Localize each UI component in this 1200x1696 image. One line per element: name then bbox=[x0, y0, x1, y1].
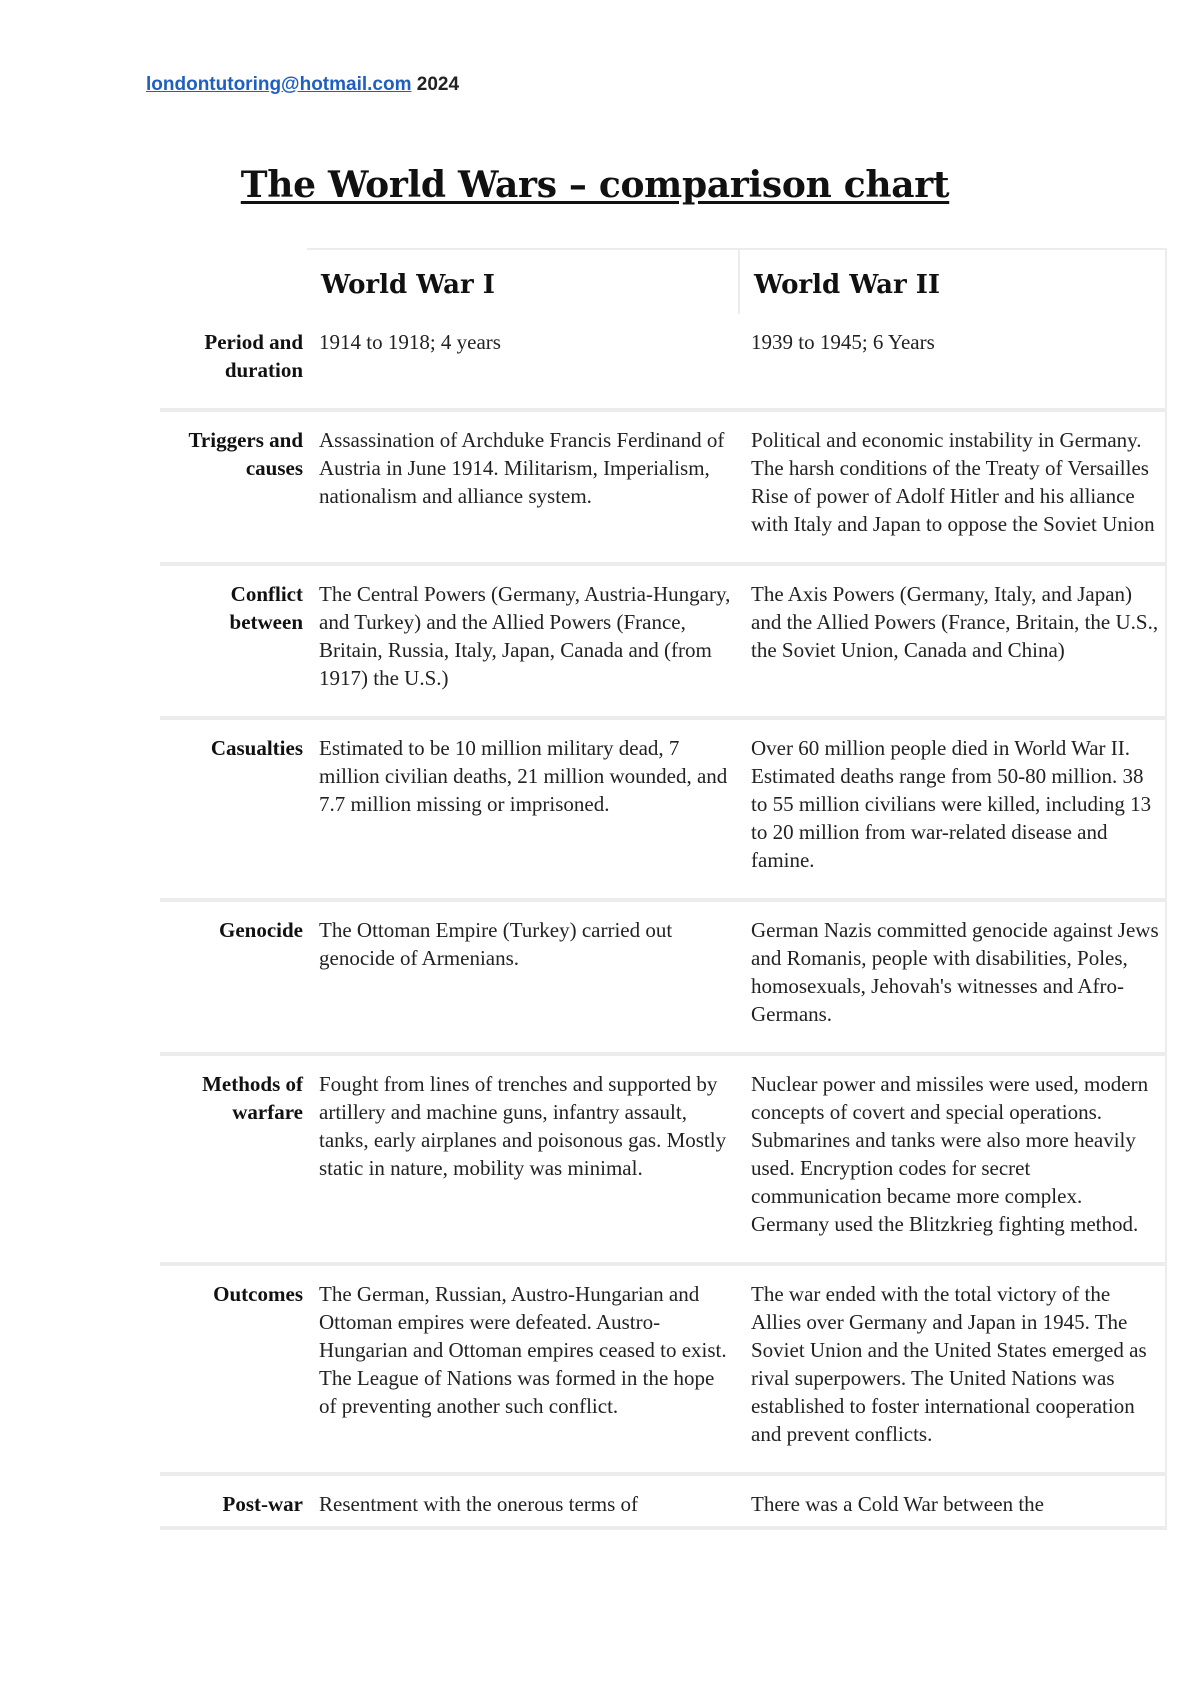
page-title: The World Wars – comparison chart bbox=[240, 164, 950, 206]
ww2-cell: There was a Cold War between the bbox=[739, 1474, 1166, 1528]
ww1-cell: The German, Russian, Austro-Hungarian and Ottoman empires were defeated. Austro-Hungarian and Ottoman empires ceased to exist. The League of Nations was formed in the hope of preventing another such conflict. bbox=[307, 1264, 739, 1474]
table-row bbox=[160, 1474, 1166, 1528]
table-row bbox=[160, 900, 1166, 1054]
email-link[interactable]: londontutoring@hotmail.com bbox=[146, 74, 412, 95]
row-label: Methods of warfare bbox=[160, 1054, 307, 1264]
ww1-cell: The Ottoman Empire (Turkey) carried out genocide of Armenians. bbox=[307, 900, 739, 1054]
row-label: Period and duration bbox=[160, 314, 307, 410]
ww2-cell: Nuclear power and missiles were used, modern concepts of covert and special operations. Submarines and tanks were also more heavily used. Encryption codes for secret communication became more complex. Germany used the Blitzkrieg fighting method. bbox=[739, 1054, 1166, 1264]
row-label: Casualties bbox=[160, 718, 307, 900]
table-row bbox=[160, 314, 1166, 410]
ww1-cell: Assassination of Archduke Francis Ferdinand of Austria in June 1914. Militarism, Imperialism, nationalism and alliance system. bbox=[307, 410, 739, 564]
column-header-ww2: World War II bbox=[739, 249, 1166, 314]
table-row bbox=[160, 564, 1166, 718]
table-row bbox=[160, 410, 1166, 564]
comparison-table bbox=[160, 248, 1167, 1530]
table-corner bbox=[160, 249, 307, 314]
ww1-cell: Estimated to be 10 million military dead, 7 million civilian deaths, 21 million wounded, and 7.7 million missing or imprisoned. bbox=[307, 718, 739, 900]
ww2-cell: The Axis Powers (Germany, Italy, and Japan) and the Allied Powers (France, Britain, the U.S., the Soviet Union, Canada and China) bbox=[739, 564, 1166, 718]
header-line bbox=[146, 74, 459, 96]
ww2-cell: Political and economic instability in Germany. The harsh conditions of the Treaty of Versailles Rise of power of Adolf Hitler and his alliance with Italy and Japan to oppose the Soviet Union bbox=[739, 410, 1166, 564]
ww1-cell: Fought from lines of trenches and supported by artillery and machine guns, infantry assault, tanks, early airplanes and poisonous gas. Mostly static in nature, mobility was minimal. bbox=[307, 1054, 739, 1264]
row-label: Triggers and causes bbox=[160, 410, 307, 564]
ww2-cell: The war ended with the total victory of the Allies over Germany and Japan in 1945. The Soviet Union and the United States emerged as rival superpowers. The United Nations was established to foster international cooperation and prevent conflicts. bbox=[739, 1264, 1166, 1474]
row-label: Post-war bbox=[160, 1474, 307, 1528]
ww1-cell: Resentment with the onerous terms of bbox=[307, 1474, 739, 1528]
row-label: Outcomes bbox=[160, 1264, 307, 1474]
table-row bbox=[160, 1264, 1166, 1474]
ww1-cell: 1914 to 1918; 4 years bbox=[307, 314, 739, 410]
table-row bbox=[160, 718, 1166, 900]
table-header-row bbox=[160, 249, 1166, 314]
ww1-cell: The Central Powers (Germany, Austria-Hungary, and Turkey) and the Allied Powers (France, Britain, Russia, Italy, Japan, Canada and (from 1917) the U.S.) bbox=[307, 564, 739, 718]
ww2-cell: German Nazis committed genocide against Jews and Romanis, people with disabilities, Poles, homosexuals, Jehovah's witnesses and Afro-Germans. bbox=[739, 900, 1166, 1054]
row-label: Genocide bbox=[160, 900, 307, 1054]
row-label: Conflict between bbox=[160, 564, 307, 718]
ww2-cell: Over 60 million people died in World War II. Estimated deaths range from 50-80 million. 38 to 55 million civilians were killed, including 13 to 20 million from war-related disease and famine. bbox=[739, 718, 1166, 900]
column-header-ww1: World War I bbox=[307, 249, 739, 314]
table-row bbox=[160, 1054, 1166, 1264]
header-year: 2024 bbox=[416, 74, 460, 95]
ww2-cell: 1939 to 1945; 6 Years bbox=[739, 314, 1166, 410]
